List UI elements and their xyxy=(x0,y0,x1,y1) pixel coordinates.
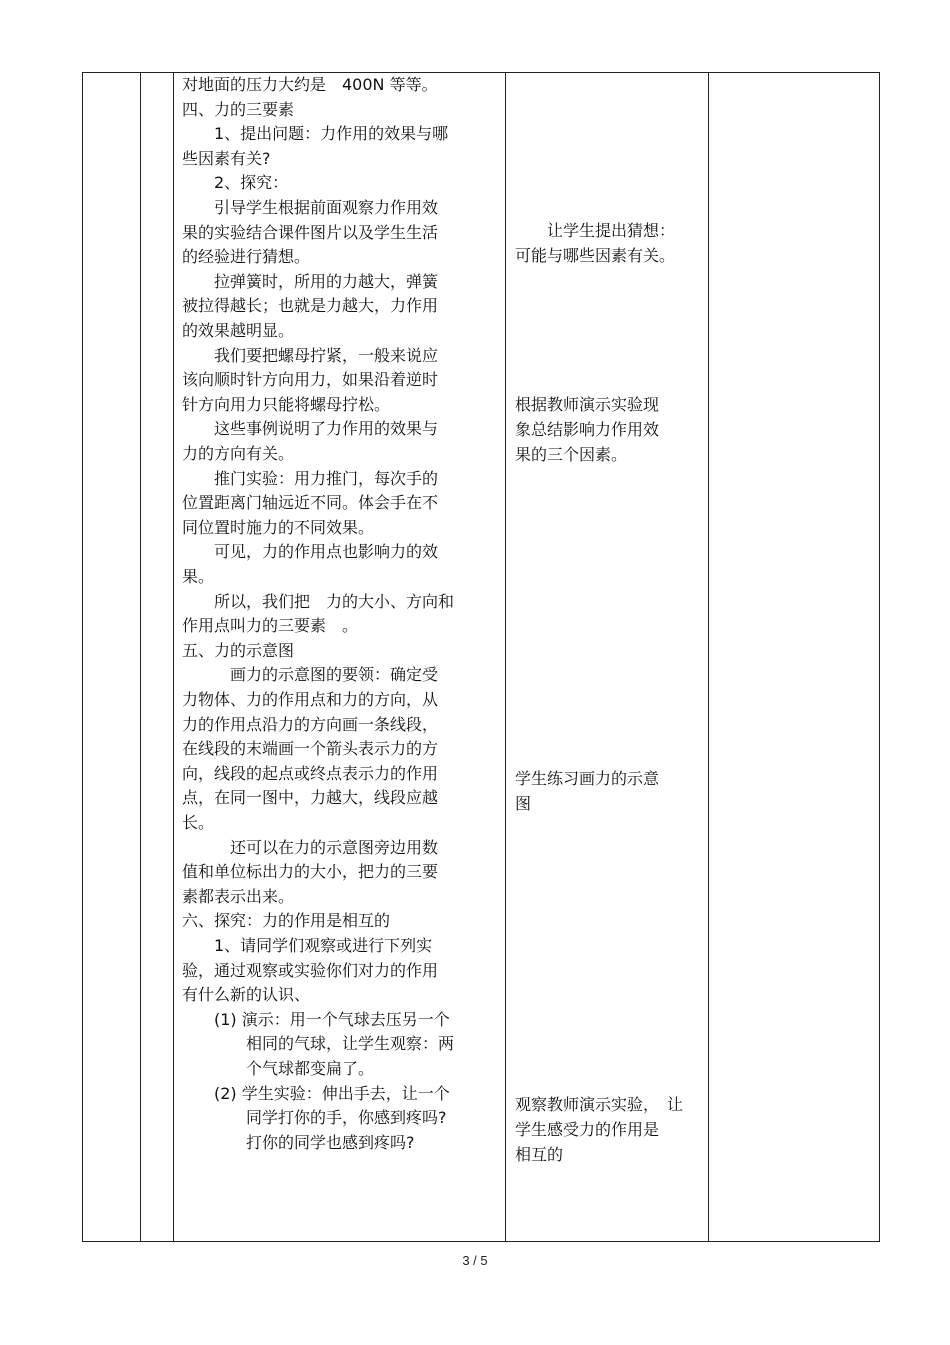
content-line: 2、探究： xyxy=(182,173,289,193)
content-line: 值和单位标出力的大小，把力的三要 xyxy=(182,862,439,882)
student-note-line: 可能与哪些因素有关。 xyxy=(515,246,676,265)
content-line: 同位置时施力的不同效果。 xyxy=(182,517,375,537)
empty-cell-2 xyxy=(141,73,174,1242)
content-line: 这些事例说明了力作用的效果与 xyxy=(182,419,439,439)
student-note-line: 果的三个因素。 xyxy=(515,445,628,464)
student-activity-cell xyxy=(506,73,709,1242)
content-line: 在线段的末端画一个箭头表示力的方 xyxy=(182,739,439,759)
content-line: 还可以在力的示意图旁边用数 xyxy=(182,837,439,857)
content-line: 五、力的示意图 xyxy=(182,640,295,660)
content-line: 向，线段的起点或终点表示力的作用 xyxy=(182,763,439,783)
student-note-line: 学生练习画力的示意 xyxy=(515,769,660,788)
page-number: 3 / 5 xyxy=(462,1253,488,1268)
content-line: 的经验进行猜想。 xyxy=(182,247,311,267)
content-line: 1、提出问题：力作用的效果与哪 xyxy=(182,124,449,144)
content-line: 该向顺时针方向用力，如果沿着逆时 xyxy=(182,370,439,390)
student-note-line: 象总结影响力作用效 xyxy=(515,420,660,439)
content-line: 位置距离门轴远近不同。体会手在不 xyxy=(182,493,439,513)
table-row xyxy=(83,73,880,1242)
teaching-content-cell xyxy=(174,73,506,1242)
content-line: 长。 xyxy=(182,813,215,832)
content-line: 力的方向有关。 xyxy=(182,444,295,463)
content-line: 力物体、力的作用点和力的方向，从 xyxy=(182,690,439,709)
content-line: 1、请同学们观察或进行下列实 xyxy=(182,936,433,955)
student-activity xyxy=(506,73,708,1241)
content-line: 素都表示出来。 xyxy=(182,886,295,906)
student-note-line: 让学生提出猜想： xyxy=(515,221,676,240)
content-line: 被拉得越长；也就是力越大，力作用 xyxy=(182,296,439,316)
content-line: 的效果越明显。 xyxy=(182,321,295,340)
content-line: 引导学生根据前面观察力作用效 xyxy=(182,198,439,217)
content-line: 画力的示意图的要领：确定受 xyxy=(182,665,439,685)
content-line: 有什么新的认识、 xyxy=(182,985,311,1005)
content-line: 验，通过观察或实验你们对力的作用 xyxy=(182,960,439,980)
lesson-plan-table xyxy=(82,72,880,1242)
student-note-line: 图 xyxy=(515,794,532,813)
content-line: 点，在同一图中，力越大，线段应越 xyxy=(182,788,439,808)
student-note-line: 观察教师演示实验， 让 xyxy=(515,1095,684,1114)
content-line: 可见，力的作用点也影响力的效 xyxy=(182,542,439,562)
student-note-line: 相互的 xyxy=(515,1145,564,1164)
content-line: 个气球都变扁了。 xyxy=(182,1059,375,1078)
content-line: 对地面的压力大约是 400N 等等。 xyxy=(182,75,438,94)
empty-cell-5 xyxy=(709,73,880,1242)
content-line: (1) 演示：用一个气球去压另一个 xyxy=(182,1009,450,1029)
content-line: 拉弹簧时，所用的力越大，弹簧 xyxy=(182,271,439,291)
content-line: 果的实验结合课件图片以及学生生活 xyxy=(182,222,439,242)
content-line: 力的作用点沿力的方向画一条线段， xyxy=(182,714,439,734)
content-line: 我们要把螺母拧紧，一般来说应 xyxy=(182,345,439,365)
student-note-line: 根据教师演示实验现 xyxy=(515,395,660,414)
student-note-line: 学生感受力的作用是 xyxy=(515,1120,660,1139)
content-line: 所以，我们把 力的大小、方向和 xyxy=(182,591,455,611)
content-line: 相同的气球，让学生观察：两 xyxy=(182,1034,455,1054)
content-line: 六、探究：力的作用是相互的 xyxy=(182,911,391,931)
content-line: (2) 学生实验：伸出手去，让一个 xyxy=(182,1083,450,1103)
teaching-content xyxy=(174,73,505,1241)
content-line: 四、力的三要素 xyxy=(182,99,295,119)
empty-cell-1 xyxy=(83,73,141,1242)
content-line: 打你的同学也感到疼吗? xyxy=(182,1132,415,1152)
content-line: 推门实验：用力推门，每次手的 xyxy=(182,468,439,488)
content-line: 些因素有关? xyxy=(182,148,271,168)
content-line: 针方向用力只能将螺母拧松。 xyxy=(182,394,391,414)
content-line: 作用点叫力的三要素 。 xyxy=(182,616,359,636)
content-line: 果。 xyxy=(182,567,215,586)
content-line: 同学打你的手，你感到疼吗? xyxy=(182,1108,447,1128)
